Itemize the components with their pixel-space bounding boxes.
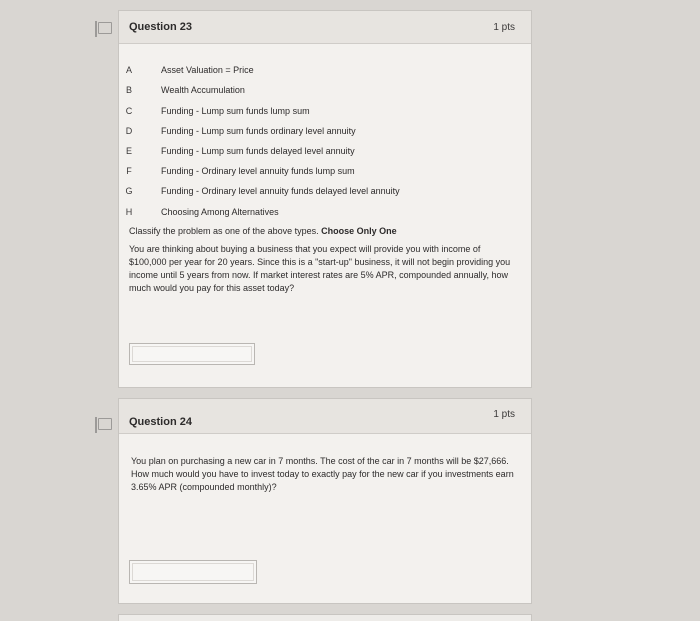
- option-letter: E: [125, 146, 132, 156]
- option-letter: G: [125, 186, 133, 196]
- question-24-card: [118, 398, 532, 604]
- question-prompt: You are thinking about buying a business that you expect will provide you with income of $100,000 per year for 20 years. Since this is a "start-up" business, it will not begin providing you income until 5 years from now. If market interest rates are 5% APR, compounded annually, how much would you pay for this asset today?: [129, 244, 511, 293]
- question-23-card: [118, 10, 532, 388]
- option-letter: A: [125, 65, 132, 75]
- question-24-header: [119, 399, 531, 434]
- question-title: Question 24: [129, 416, 192, 428]
- option-text: Funding - Ordinary level annuity funds delayed level annuity: [161, 186, 400, 196]
- answer-input[interactable]: [129, 560, 257, 584]
- question-title: Question 23: [129, 21, 192, 33]
- option-text: Funding - Lump sum funds delayed level annuity: [161, 146, 355, 156]
- option-letter: F: [126, 166, 132, 176]
- option-letter: H: [125, 207, 133, 217]
- option-letter: D: [125, 126, 133, 136]
- question-points: 1 pts: [493, 22, 515, 33]
- option-text: Wealth Accumulation: [161, 85, 245, 95]
- option-letter: B: [125, 85, 132, 95]
- answer-input[interactable]: [129, 343, 255, 365]
- option-letter: C: [125, 106, 133, 116]
- question-prompt: You plan on purchasing a new car in 7 months. The cost of the car in 7 months will be $27,666. How much would you have to invest today to exactly pay for the new car if you investments earn 3.65% APR (compounded monthly)?: [131, 456, 514, 492]
- flag-question-icon[interactable]: [98, 22, 112, 34]
- instruction-emphasis: Choose Only One: [321, 226, 397, 236]
- option-text: Asset Valuation = Price: [161, 65, 254, 75]
- option-text: Choosing Among Alternatives: [161, 207, 279, 217]
- instruction-text: [129, 225, 519, 238]
- next-card-edge: [118, 614, 532, 621]
- option-text: Funding - Lump sum funds ordinary level annuity: [161, 126, 356, 136]
- instruction-prefix: Classify the problem as one of the above types.: [129, 226, 322, 236]
- flag-question-icon[interactable]: [98, 418, 112, 430]
- option-text: Funding - Lump sum funds lump sum: [161, 106, 310, 116]
- question-points: 1 pts: [493, 409, 515, 420]
- question-23-header: [119, 11, 531, 44]
- option-text: Funding - Ordinary level annuity funds lump sum: [161, 166, 355, 176]
